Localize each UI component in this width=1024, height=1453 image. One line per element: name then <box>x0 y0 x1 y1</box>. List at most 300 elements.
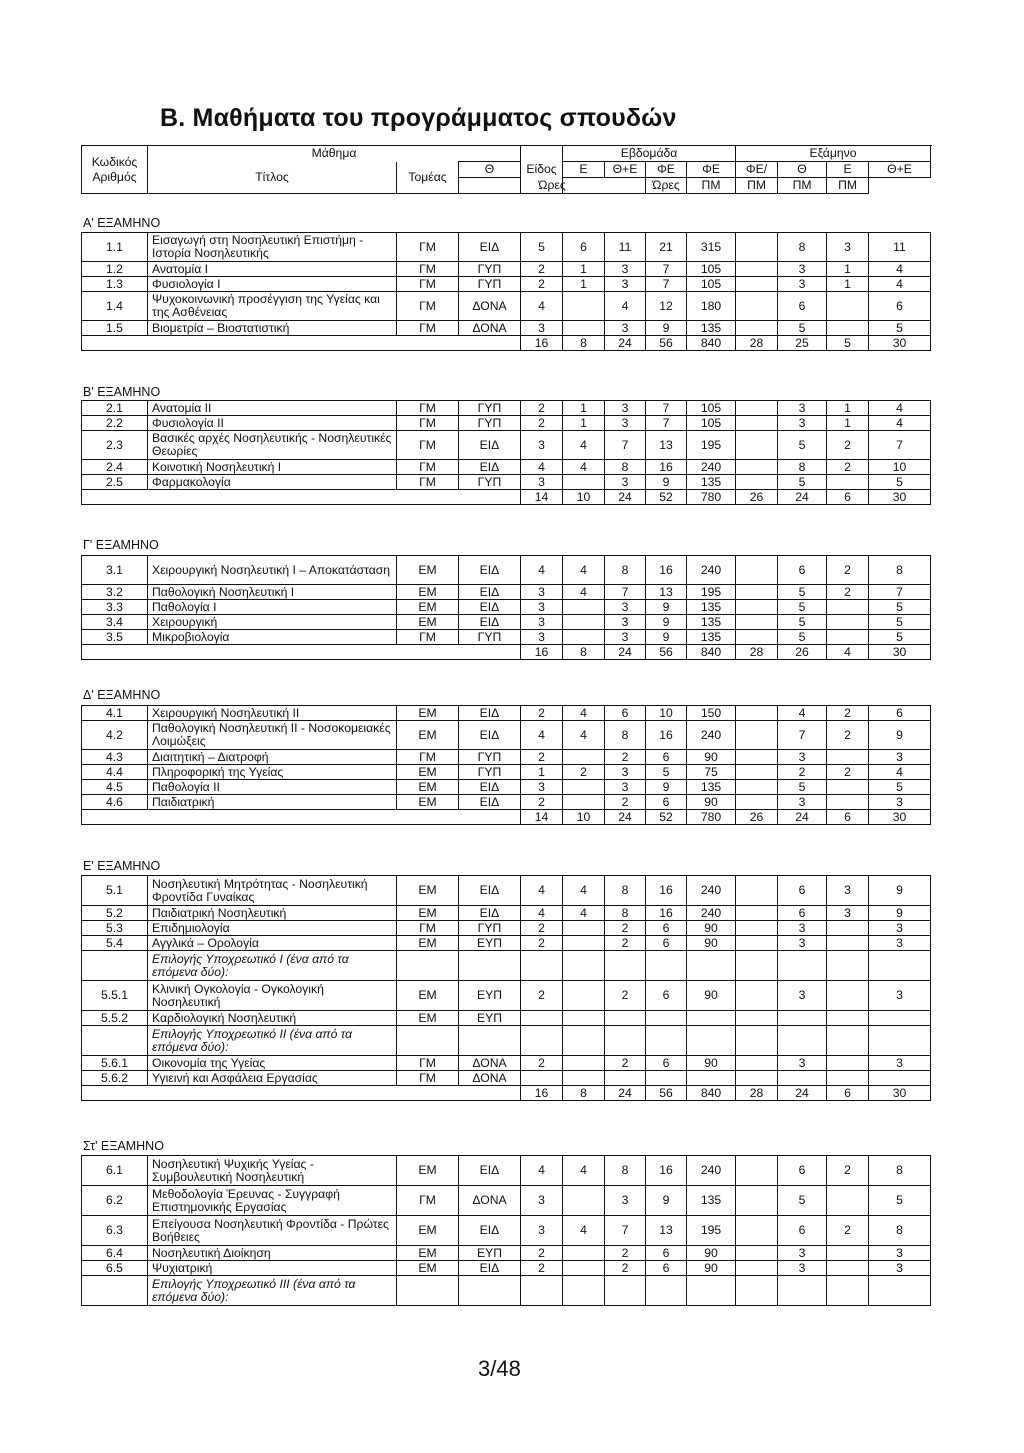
course-e: 1 <box>563 401 605 416</box>
course-sector: ΕΜ <box>397 795 459 810</box>
course-t: 2 <box>521 262 563 277</box>
course-se <box>827 1261 869 1276</box>
course-ste: 4 <box>869 401 931 416</box>
course-te <box>605 1276 646 1306</box>
course-sphe: 90 <box>687 936 736 951</box>
course-phe: 16 <box>646 721 687 750</box>
course-e <box>563 1276 605 1306</box>
course-code: 2.4 <box>82 460 148 475</box>
total-blank <box>82 490 521 505</box>
course-e <box>563 1186 605 1216</box>
total-t: 16 <box>521 645 563 660</box>
course-spm <box>736 233 778 262</box>
total-t: 16 <box>521 1086 563 1101</box>
course-te: 3 <box>605 277 646 292</box>
course-ste: 5 <box>869 615 931 630</box>
course-st <box>778 1071 827 1086</box>
course-type: ΕΙΔ <box>459 906 521 921</box>
course-phe: 7 <box>646 416 687 431</box>
course-te: 2 <box>605 981 646 1011</box>
course-phe: 16 <box>646 460 687 475</box>
course-sphe: 105 <box>687 277 736 292</box>
course-spm <box>736 906 778 921</box>
course-e: 1 <box>563 416 605 431</box>
course-t: 4 <box>521 556 563 585</box>
total-e: 10 <box>563 490 605 505</box>
course-sphe: 135 <box>687 475 736 490</box>
course-te: 7 <box>605 431 646 460</box>
course-ste: 5 <box>869 630 931 645</box>
course-code: 5.5.2 <box>82 1011 148 1026</box>
course-type: ΕΙΔ <box>459 233 521 262</box>
total-phe: 52 <box>646 810 687 825</box>
course-title: Καρδιολογική Νοσηλευτική <box>148 1011 397 1026</box>
course-title: Ανατομία ΙΙ <box>148 401 397 416</box>
course-code: 5.4 <box>82 936 148 951</box>
course-title: Εισαγωγή στη Νοσηλευτική Επιστήμη - Ιστορία Νοσηλευτικής <box>148 233 397 262</box>
course-e: 4 <box>563 431 605 460</box>
table-row <box>82 1261 931 1276</box>
course-e <box>563 475 605 490</box>
course-sphe: 240 <box>687 460 736 475</box>
total-blank <box>82 336 521 351</box>
header-w-e: Ε <box>563 162 605 178</box>
header-w-theta: Θ <box>459 162 521 178</box>
total-st: 24 <box>778 810 827 825</box>
table-row <box>82 262 931 277</box>
course-e: 4 <box>563 706 605 721</box>
course-title: Βασικές αρχές Νοσηλευτικής - Νοσηλευτικές Θεωρίες <box>148 431 397 460</box>
total-te: 24 <box>605 336 646 351</box>
table-row <box>82 750 931 765</box>
course-sphe: 195 <box>687 585 736 600</box>
course-sphe <box>687 951 736 981</box>
course-sector: ΕΜ <box>397 1011 459 1026</box>
course-st: 3 <box>778 936 827 951</box>
total-sphe: 840 <box>687 1086 736 1101</box>
course-sphe: 90 <box>687 1261 736 1276</box>
course-t: 3 <box>521 1186 563 1216</box>
table-row <box>82 1026 931 1056</box>
course-code: 4.5 <box>82 780 148 795</box>
course-te: 2 <box>605 1246 646 1261</box>
course-sector: ΕΜ <box>397 585 459 600</box>
course-phe: 6 <box>646 981 687 1011</box>
course-se: 3 <box>827 906 869 921</box>
course-spm <box>736 706 778 721</box>
course-title: Χειρουργική Νοσηλευτική ΙΙ <box>148 706 397 721</box>
course-sphe: 105 <box>687 262 736 277</box>
course-te: 3 <box>605 401 646 416</box>
course-spm <box>736 1156 778 1186</box>
course-st: 5 <box>778 1186 827 1216</box>
course-ste: 5 <box>869 475 931 490</box>
course-e: 4 <box>563 1156 605 1186</box>
course-sphe: 240 <box>687 556 736 585</box>
total-phe: 56 <box>646 336 687 351</box>
course-te: 3 <box>605 765 646 780</box>
table-row <box>82 475 931 490</box>
course-spm <box>736 876 778 906</box>
course-sector: ΓΜ <box>397 292 459 321</box>
course-type: ΕΥΠ <box>459 936 521 951</box>
course-spm <box>736 765 778 780</box>
course-title: Βιομετρία – Βιοστατιστική <box>148 321 397 336</box>
course-type: ΕΙΔ <box>459 795 521 810</box>
course-st <box>778 1026 827 1056</box>
course-sector <box>397 951 459 981</box>
course-st: 3 <box>778 981 827 1011</box>
header-pm: ΠΜ <box>687 178 736 194</box>
course-phe: 7 <box>646 277 687 292</box>
course-st: 6 <box>778 1216 827 1246</box>
course-type: ΕΙΔ <box>459 721 521 750</box>
course-spm <box>736 475 778 490</box>
course-t: 5 <box>521 233 563 262</box>
course-st: 8 <box>778 460 827 475</box>
course-spm <box>736 1056 778 1071</box>
course-type: ΕΥΠ <box>459 981 521 1011</box>
course-ste: 4 <box>869 277 931 292</box>
total-spm: 28 <box>736 645 778 660</box>
course-type: ΓΥΠ <box>459 475 521 490</box>
course-se <box>827 936 869 951</box>
course-title: Επείγουσα Νοσηλευτική Φροντίδα - Πρώτες Βοήθειες <box>148 1216 397 1246</box>
course-phe: 6 <box>646 795 687 810</box>
course-se <box>827 1071 869 1086</box>
course-code: 4.1 <box>82 706 148 721</box>
table-row <box>82 921 931 936</box>
course-sphe: 135 <box>687 1186 736 1216</box>
header-course-group: Μάθημα <box>148 146 521 162</box>
course-title: Επιδημιολογία <box>148 921 397 936</box>
course-st: 2 <box>778 765 827 780</box>
course-te: 8 <box>605 876 646 906</box>
course-spm <box>736 750 778 765</box>
course-spm <box>736 1071 778 1086</box>
header-code: Κωδικός Αριθμός <box>82 146 148 194</box>
course-ste: 3 <box>869 795 931 810</box>
course-spm <box>736 556 778 585</box>
table-row <box>82 1216 931 1246</box>
course-type: ΓΥΠ <box>459 401 521 416</box>
total-ste: 30 <box>869 490 931 505</box>
course-te: 3 <box>605 321 646 336</box>
course-se: 2 <box>827 1216 869 1246</box>
course-sector: ΓΜ <box>397 262 459 277</box>
header-hours: Ώρες <box>459 178 646 194</box>
header-s-e: Ε <box>827 162 869 178</box>
table-row <box>82 906 931 921</box>
course-sector <box>397 1276 459 1306</box>
course-sphe: 135 <box>687 321 736 336</box>
course-phe: 6 <box>646 921 687 936</box>
course-sphe: 240 <box>687 906 736 921</box>
course-title: Ψυχοκοινωνική προσέγγιση της Υγείας και της Ασθένειας <box>148 292 397 321</box>
course-st: 3 <box>778 262 827 277</box>
course-te: 4 <box>605 292 646 321</box>
table-row <box>82 321 931 336</box>
course-ste: 10 <box>869 460 931 475</box>
course-st: 5 <box>778 780 827 795</box>
course-sphe: 240 <box>687 876 736 906</box>
course-se <box>827 600 869 615</box>
page-number: 3/48 <box>478 1356 521 1381</box>
course-sector: ΓΜ <box>397 431 459 460</box>
course-sphe: 135 <box>687 600 736 615</box>
table-row <box>82 981 931 1011</box>
course-title: Νοσηλευτική Ψυχικής Υγείας - Συμβουλευτική Νοσηλευτική <box>148 1156 397 1186</box>
course-sector: ΕΜ <box>397 876 459 906</box>
course-sector: ΕΜ <box>397 706 459 721</box>
course-ste <box>869 1011 931 1026</box>
course-sphe: 240 <box>687 1156 736 1186</box>
course-phe: 6 <box>646 936 687 951</box>
course-spm <box>736 1246 778 1261</box>
course-code: 6.2 <box>82 1186 148 1216</box>
course-sphe: 135 <box>687 615 736 630</box>
total-sphe: 780 <box>687 490 736 505</box>
header-s-phe-slash: ΦΕ/ <box>736 162 778 178</box>
course-st: 6 <box>778 906 827 921</box>
course-e <box>563 1011 605 1026</box>
total-te: 24 <box>605 1086 646 1101</box>
course-te <box>605 951 646 981</box>
header-pm: ΠΜ <box>736 178 778 194</box>
course-st: 3 <box>778 1246 827 1261</box>
course-spm <box>736 600 778 615</box>
course-ste: 8 <box>869 556 931 585</box>
course-te <box>605 1071 646 1086</box>
course-te: 2 <box>605 1056 646 1071</box>
course-t: 3 <box>521 1216 563 1246</box>
course-t: 4 <box>521 876 563 906</box>
course-sphe: 180 <box>687 292 736 321</box>
course-t: 4 <box>521 906 563 921</box>
course-t: 4 <box>521 1156 563 1186</box>
total-te: 24 <box>605 490 646 505</box>
course-se: 2 <box>827 585 869 600</box>
course-te: 3 <box>605 630 646 645</box>
course-phe: 5 <box>646 765 687 780</box>
course-ste <box>869 1071 931 1086</box>
course-sector: ΓΜ <box>397 475 459 490</box>
course-ste <box>869 1276 931 1306</box>
course-spm <box>736 431 778 460</box>
course-te: 8 <box>605 556 646 585</box>
course-t: 2 <box>521 936 563 951</box>
course-spm <box>736 1216 778 1246</box>
course-sector: ΓΜ <box>397 416 459 431</box>
total-blank <box>82 645 521 660</box>
course-e <box>563 780 605 795</box>
total-se: 6 <box>827 490 869 505</box>
course-se <box>827 292 869 321</box>
course-t: 2 <box>521 921 563 936</box>
course-title: Φυσιολογία ΙΙ <box>148 416 397 431</box>
course-ste: 5 <box>869 780 931 795</box>
course-spm <box>736 1011 778 1026</box>
course-spm <box>736 401 778 416</box>
course-title: Ανατομία Ι <box>148 262 397 277</box>
course-te: 7 <box>605 1216 646 1246</box>
course-ste: 7 <box>869 431 931 460</box>
course-st: 3 <box>778 795 827 810</box>
semester-label: Β' ΕΞΑΜΗΝΟ <box>83 385 161 399</box>
course-sector: ΕΜ <box>397 1216 459 1246</box>
course-phe: 6 <box>646 1246 687 1261</box>
course-te: 8 <box>605 460 646 475</box>
header-s-phe: ΦΕ <box>687 162 736 178</box>
course-se <box>827 1246 869 1261</box>
course-code <box>82 1026 148 1056</box>
course-e: 2 <box>563 765 605 780</box>
table-row <box>82 936 931 951</box>
course-phe: 13 <box>646 585 687 600</box>
course-te: 11 <box>605 233 646 262</box>
course-type: ΕΙΔ <box>459 460 521 475</box>
course-se: 1 <box>827 262 869 277</box>
course-sphe <box>687 1071 736 1086</box>
course-se <box>827 1011 869 1026</box>
course-st: 3 <box>778 1261 827 1276</box>
course-phe: 9 <box>646 1186 687 1216</box>
course-phe <box>646 1011 687 1026</box>
course-se <box>827 1276 869 1306</box>
course-spm <box>736 981 778 1011</box>
course-sector: ΕΜ <box>397 600 459 615</box>
course-code: 1.1 <box>82 233 148 262</box>
course-st: 5 <box>778 431 827 460</box>
course-type: ΕΙΔ <box>459 585 521 600</box>
course-se: 2 <box>827 706 869 721</box>
table-row <box>82 795 931 810</box>
semester-label: Α' ΕΞΑΜΗΝΟ <box>83 216 161 230</box>
course-type: ΔΟΝΑ <box>459 1056 521 1071</box>
table-row <box>82 615 931 630</box>
course-sector: ΓΜ <box>397 321 459 336</box>
course-code: 1.5 <box>82 321 148 336</box>
header-pm: ΠΜ <box>778 178 827 194</box>
table-row <box>82 951 931 981</box>
course-sector: ΕΜ <box>397 1156 459 1186</box>
course-sphe: 90 <box>687 795 736 810</box>
table-row <box>82 585 931 600</box>
course-ste: 9 <box>869 906 931 921</box>
table-row <box>82 876 931 906</box>
course-st: 4 <box>778 706 827 721</box>
table-row <box>82 1071 931 1086</box>
course-te: 7 <box>605 585 646 600</box>
course-code: 6.1 <box>82 1156 148 1186</box>
course-se <box>827 750 869 765</box>
course-sector: ΕΜ <box>397 1246 459 1261</box>
semester-total-row <box>82 336 931 351</box>
course-t: 2 <box>521 401 563 416</box>
course-e <box>563 1261 605 1276</box>
course-spm <box>736 292 778 321</box>
course-ste: 4 <box>869 416 931 431</box>
course-code: 6.5 <box>82 1261 148 1276</box>
course-phe: 9 <box>646 600 687 615</box>
header-w-phe: ΦΕ <box>646 162 687 178</box>
total-phe: 56 <box>646 645 687 660</box>
course-type: ΕΙΔ <box>459 556 521 585</box>
course-code <box>82 1276 148 1306</box>
table-header <box>81 145 931 194</box>
course-type <box>459 951 521 981</box>
course-sphe <box>687 1011 736 1026</box>
course-phe: 21 <box>646 233 687 262</box>
course-title: Χειρουργική Νοσηλευτική Ι – Αποκατάσταση <box>148 556 397 585</box>
course-e <box>563 1071 605 1086</box>
course-code: 3.1 <box>82 556 148 585</box>
course-ste: 6 <box>869 292 931 321</box>
course-e: 1 <box>563 277 605 292</box>
course-sphe <box>687 1026 736 1056</box>
course-title: Φαρμακολογία <box>148 475 397 490</box>
semester-table <box>81 1155 931 1306</box>
course-code: 4.2 <box>82 721 148 750</box>
semester-total-row <box>82 1086 931 1101</box>
course-se: 2 <box>827 1156 869 1186</box>
course-t: 2 <box>521 1261 563 1276</box>
total-spm: 28 <box>736 1086 778 1101</box>
course-type: ΕΙΔ <box>459 706 521 721</box>
course-sphe: 90 <box>687 981 736 1011</box>
course-spm <box>736 460 778 475</box>
semester-total-row <box>82 810 931 825</box>
course-t: 3 <box>521 475 563 490</box>
course-st: 6 <box>778 876 827 906</box>
course-title: Πληροφορική της Υγείας <box>148 765 397 780</box>
course-spm <box>736 1276 778 1306</box>
course-ste: 3 <box>869 936 931 951</box>
course-spm <box>736 721 778 750</box>
course-spm <box>736 1261 778 1276</box>
header-week-group: Εβδομάδα <box>563 146 736 162</box>
course-sphe: 90 <box>687 750 736 765</box>
total-e: 8 <box>563 645 605 660</box>
course-type: ΔΟΝΑ <box>459 1186 521 1216</box>
course-type <box>459 1276 521 1306</box>
course-sector: ΕΜ <box>397 906 459 921</box>
total-t: 14 <box>521 490 563 505</box>
course-e <box>563 1056 605 1071</box>
course-type: ΔΟΝΑ <box>459 1071 521 1086</box>
course-code: 5.3 <box>82 921 148 936</box>
course-se <box>827 951 869 981</box>
total-spm: 28 <box>736 336 778 351</box>
course-code: 5.5.1 <box>82 981 148 1011</box>
course-e: 4 <box>563 460 605 475</box>
table-row <box>82 1156 931 1186</box>
course-te: 6 <box>605 706 646 721</box>
course-type: ΕΙΔ <box>459 1156 521 1186</box>
table-row <box>82 233 931 262</box>
course-te: 2 <box>605 750 646 765</box>
course-t: 3 <box>521 780 563 795</box>
total-ste: 30 <box>869 1086 931 1101</box>
total-st: 26 <box>778 645 827 660</box>
course-t: 2 <box>521 277 563 292</box>
course-te: 2 <box>605 795 646 810</box>
course-e: 4 <box>563 721 605 750</box>
total-spm: 26 <box>736 810 778 825</box>
course-ste: 3 <box>869 1056 931 1071</box>
table-row <box>82 1246 931 1261</box>
course-t: 4 <box>521 292 563 321</box>
